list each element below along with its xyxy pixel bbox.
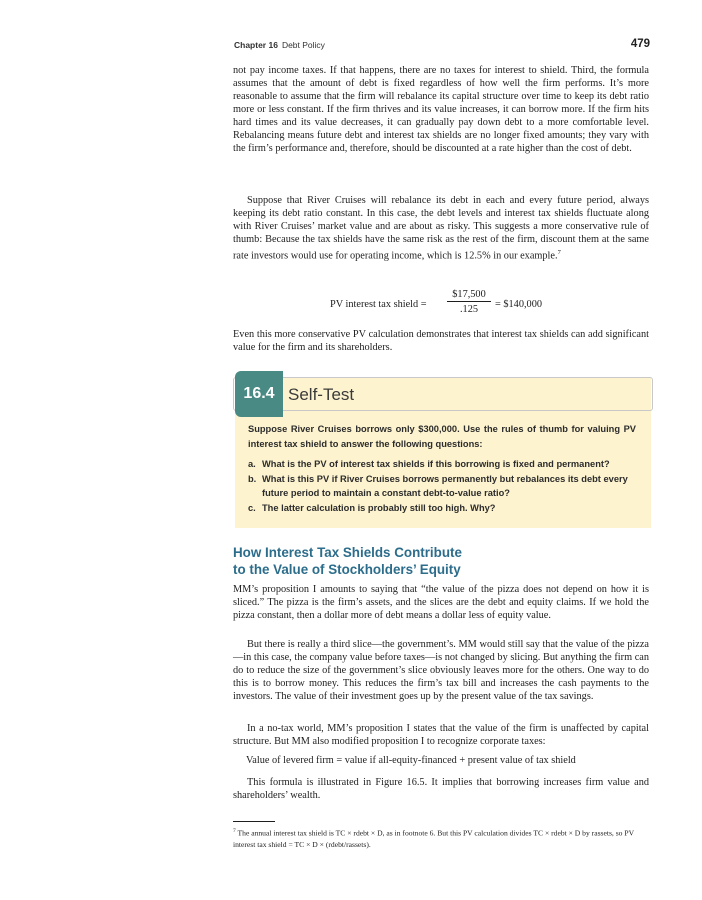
section-heading-line-1: How Interest Tax Shields Contribute [233, 545, 462, 560]
equation-fraction [447, 289, 491, 315]
paragraph-no-tax-world: In a no-tax world, MM’s proposition I states that the value of the firm is unaffected by capital structure. But MM also modified proposition I to recognize corporate taxes: [233, 723, 649, 748]
question-text: The latter calculation is probably still too high. Why? [262, 502, 496, 513]
page-header [234, 38, 650, 56]
levered-firm-value-equation: Value of levered firm = value if all-equity-financed + present value of tax shield [246, 755, 576, 766]
chapter-label: Chapter 16 [234, 40, 278, 50]
page-number: 479 [630, 38, 650, 50]
paragraph-figure-reference: This formula is illustrated in Figure 16.5. It implies that borrowing increases firm value and shareholders’ wealth. [233, 777, 649, 802]
footnote-divider [233, 821, 275, 822]
self-test-intro: Suppose River Cruises borrows only $300,000. Use the rules of thumb for valuing PV interest tax shield to answer the following questions: [248, 424, 636, 449]
running-head [234, 40, 325, 50]
equation-denominator: .125 [459, 304, 479, 315]
equation-lhs: PV interest tax shield = [330, 299, 427, 310]
question-marker: a. [248, 459, 256, 469]
paragraph-third-slice: But there is really a third slice—the government’s. MM would still say that the value of the pizza—in this case, the company value before taxes—is not changed by slicing. But anything the firm can do to reduce the size of the government’s slice obviously leaves more for the others. One way to do this is to borrow money. This reduces the firm’s tax bill and increases the cash payments to the investors. The value of their investment goes up by the present value of the tax savings. [233, 639, 649, 703]
footnote-text: The annual interest tax shield is TC × rdebt × D, as in footnote 6. But this PV calculation divides TC × rdebt × D by rassets, so PV interest tax shield = TC × D × (rdebt/rassets). [233, 828, 634, 849]
self-test-number-badge: 16.4 [235, 371, 283, 417]
section-heading [233, 544, 649, 578]
question-marker: b. [248, 473, 257, 484]
footnote-number: 7 [233, 828, 236, 834]
self-test-question [248, 501, 640, 516]
footnote [233, 826, 649, 850]
self-test-title: Self-Test [288, 385, 355, 404]
footnote-ref: 7 [557, 249, 561, 257]
paragraph-conclusion: Even this more conservative PV calculation demonstrates that interest tax shields can add significant value for the firm and its shareholders. [233, 329, 649, 354]
self-test-box [233, 371, 653, 529]
paragraph-rebalance [233, 194, 649, 263]
paragraph-rebalance-text: Suppose that River Cruises will rebalance its debt in each and every future period, always keeping its debt ratio constant. In this case, the debt levels and interest tax shields fluctuate along with River Cruises’ market value and are about as risky. This suggests a more conservative rule of thumb: Because the tax shields have the same risk as the rest of the firm, discount them at the same rate investors would use for operating income, which is 12.5% in our example. [233, 195, 649, 262]
equation-numerator: $17,500 [447, 289, 491, 302]
chapter-title: Debt Policy [281, 40, 325, 50]
self-test-questions [248, 457, 640, 515]
self-test-question [248, 457, 640, 472]
question-text: What is this PV if River Cruises borrows permanently but rebalances its debt every future period to maintain a constant debt-to-value ratio? [262, 473, 628, 498]
section-heading-line-2: to the Value of Stockholders’ Equity [233, 562, 461, 577]
paragraph-pizza: MM’s proposition I amounts to saying that “the value of the pizza does not depend on how it is sliced.” The pizza is the firm’s assets, and the slices are the debt and equity claims. If we hold the pizza constant, then a dollar more of debt means a dollar less of equity value. [233, 584, 649, 622]
pv-tax-shield-equation [233, 286, 649, 322]
question-text: What is the PV of interest tax shields if this borrowing is fixed and permanent? [262, 459, 610, 469]
question-marker: c. [248, 502, 256, 513]
self-test-question [248, 472, 640, 501]
equation-rhs: = $140,000 [495, 299, 542, 310]
paragraph-continuation: not pay income taxes. If that happens, there are no taxes for interest to shield. Third, the formula assumes that the amount of debt is fixed regardless of how well the firm performs. It’s more reasonable to assume that the firm will rebalance its capital structure over time to keep its debt ratio more or less constant. If the firm thrives and its value increases, it can borrow more. If the firm hits hard times and its value decreases, it can gradually pay down debt to a more comfortable level. Rebalancing means future debt and interest tax shields are no longer fixed amounts; they vary with the firm’s performance and, therefore, should be discounted at a rate higher than the cost of debt. [233, 65, 649, 155]
